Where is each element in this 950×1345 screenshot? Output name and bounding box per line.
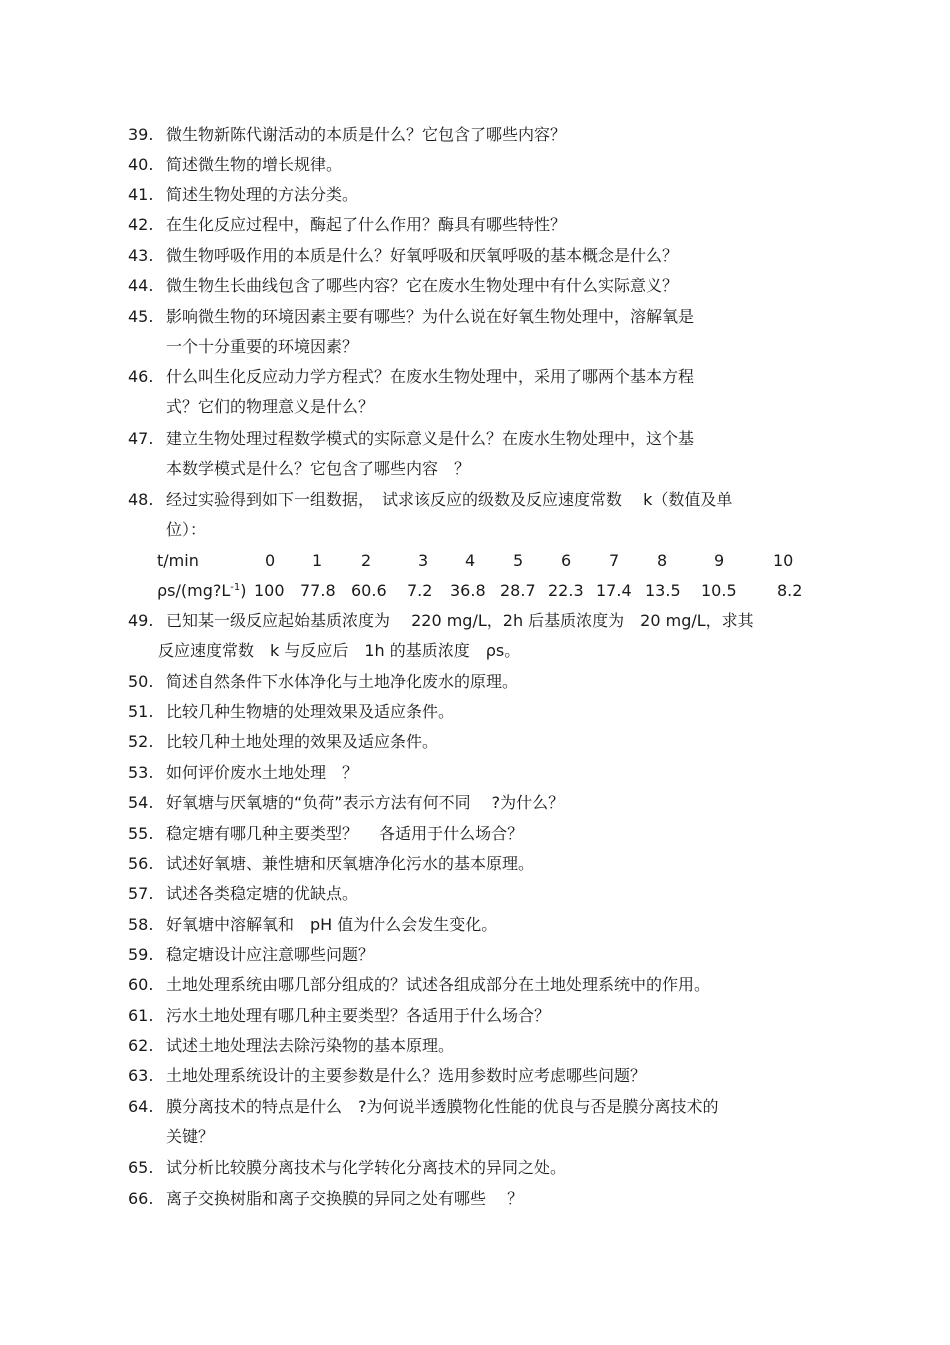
table-cell: 9 [714, 551, 725, 570]
table-cell: 6 [561, 551, 572, 570]
question-text: 微生物呼吸作用的本质是什么？好氧呼吸和厌氧呼吸的基本概念是什么？ [166, 246, 679, 265]
question-number: 50. [128, 672, 154, 691]
table-cell: 100 [254, 581, 285, 600]
table-cell: 22.3 [548, 581, 584, 600]
question-number: 57. [128, 884, 154, 903]
question-text-continued: 式？它们的物理意义是什么？ [166, 397, 375, 416]
question-number: 60. [128, 975, 154, 994]
question-text: 简述生物处理的方法分类。 [166, 185, 359, 204]
table-cell: 4 [465, 551, 476, 570]
table-cell: 13.5 [645, 581, 681, 600]
question-text: 试分析比较膜分离技术与化学转化分离技术的异同之处。 [166, 1158, 567, 1177]
question-number: 40. [128, 155, 154, 174]
question-number: 45. [128, 307, 154, 326]
concentration-label: $\rho s/(mg?L^{-1})$ [157, 581, 247, 600]
table-row-concentration [157, 576, 817, 606]
table-cell: 2 [361, 551, 372, 570]
question-text: 土地处理系统设计的主要参数是什么？选用参数时应考虑哪些问题？ [166, 1066, 647, 1085]
question-number: 42. [128, 215, 154, 234]
question-text: 简述微生物的增长规律。 [166, 155, 343, 174]
table-cell: 10.5 [701, 581, 737, 600]
question-number: 56. [128, 854, 154, 873]
question-number: 48. [128, 490, 154, 509]
question-text: 离子交换树脂和离子交换膜的异同之处有哪些 ？ [166, 1189, 524, 1208]
question-text: 经过实验得到如下一组数据， 试求该反应的级数及反应速度常数 k（数值及单 [166, 490, 733, 509]
table-cell: 7.2 [407, 581, 433, 600]
table-row-time [157, 546, 817, 576]
table-cell: 5 [513, 551, 524, 570]
question-text: 简述自然条件下水体净化与土地净化废水的原理。 [166, 672, 519, 691]
question-text: 在生化反应过程中，酶起了什么作用？酶具有哪些特性？ [166, 215, 567, 234]
question-text: 好氧塘中溶解氧和 pH 值为什么会发生变化。 [166, 915, 498, 934]
question-number: 64. [128, 1097, 154, 1116]
question-text: 比较几种土地处理的效果及适应条件。 [166, 732, 439, 751]
table-cell: 17.4 [596, 581, 632, 600]
table-cell: 0 [265, 551, 276, 570]
question-text-continued: 关键？ [166, 1127, 215, 1146]
question-number: 51. [128, 702, 154, 721]
table-cell: 8 [657, 551, 668, 570]
question-number: 63. [128, 1066, 154, 1085]
question-number: 62. [128, 1036, 154, 1055]
question-text: 稳定塘设计应注意哪些问题？ [166, 945, 375, 964]
question-text: 试述好氧塘、兼性塘和厌氧塘净化污水的基本原理。 [166, 854, 535, 873]
question-number: 43. [128, 246, 154, 265]
question-number: 39. [128, 125, 154, 144]
table-cell: 7 [609, 551, 620, 570]
question-number: 54. [128, 793, 154, 812]
table-cell: 28.7 [500, 581, 536, 600]
table-cell: 36.8 [450, 581, 486, 600]
question-number: 49. [128, 611, 154, 630]
question-text-continued: 一个十分重要的环境因素？ [166, 337, 359, 356]
question-text: 微生物新陈代谢活动的本质是什么？它包含了哪些内容？ [166, 125, 567, 144]
table-cell: 8.2 [777, 581, 803, 600]
question-number: 58. [128, 915, 154, 934]
question-text: 什么叫生化反应动力学方程式？在废水生物处理中，采用了哪两个基本方程 [166, 367, 695, 386]
question-number: 65. [128, 1158, 154, 1177]
question-number: 53. [128, 763, 154, 782]
question-text: 如何评价废水土地处理 ？ [166, 763, 359, 782]
question-number: 61. [128, 1006, 154, 1025]
question-text: 膜分离技术的特点是什么 ?为何说半透膜物化性能的优良与否是膜分离技术的 [166, 1097, 719, 1116]
question-text: 已知某一级反应起始基质浓度为 220 mg/L，2h 后基质浓度为 20 mg/L，求其 [166, 611, 754, 630]
question-text: 土地处理系统由哪几部分组成的？试述各组成部分在土地处理系统中的作用。 [166, 975, 711, 994]
question-text-continued: 本数学模式是什么？它包含了哪些内容 ？ [166, 459, 471, 478]
table-cell: 10 [773, 551, 794, 570]
question-text: 试述各类稳定塘的优缺点。 [166, 884, 359, 903]
table-cell: 60.6 [351, 581, 387, 600]
question-text: 建立生物处理过程数学模式的实际意义是什么？在废水生物处理中，这个基 [166, 429, 695, 448]
table-cell: 1 [312, 551, 323, 570]
question-number: 55. [128, 824, 154, 843]
question-text: 污水土地处理有哪几种主要类型？各适用于什么场合？ [166, 1006, 551, 1025]
question-text: 比较几种生物塘的处理效果及适应条件。 [166, 702, 455, 721]
question-text: 稳定塘有哪几种主要类型？ 各适用于什么场合？ [166, 824, 524, 843]
question-number: 44. [128, 276, 154, 295]
question-number: 59. [128, 945, 154, 964]
question-text-continued: 反应速度常数 k 与反应后 1h 的基质浓度 ρs。 [158, 641, 521, 660]
question-text: 好氧塘与厌氧塘的“负荷”表示方法有何不同 ?为什么？ [166, 793, 565, 812]
question-text-continued: 位）： [166, 520, 207, 539]
time-label: t/min [157, 551, 199, 570]
question-number: 66. [128, 1189, 154, 1208]
table-cell: 3 [418, 551, 429, 570]
question-number: 46. [128, 367, 154, 386]
question-text: 试述土地处理法去除污染物的基本原理。 [166, 1036, 455, 1055]
table-cell: 77.8 [300, 581, 336, 600]
question-number: 52. [128, 732, 154, 751]
question-number: 41. [128, 185, 154, 204]
question-text: 微生物生长曲线包含了哪些内容？它在废水生物处理中有什么实际意义？ [166, 276, 679, 295]
question-text: 影响微生物的环境因素主要有哪些？为什么说在好氧生物处理中，溶解氧是 [166, 307, 695, 326]
question-number: 47. [128, 429, 154, 448]
